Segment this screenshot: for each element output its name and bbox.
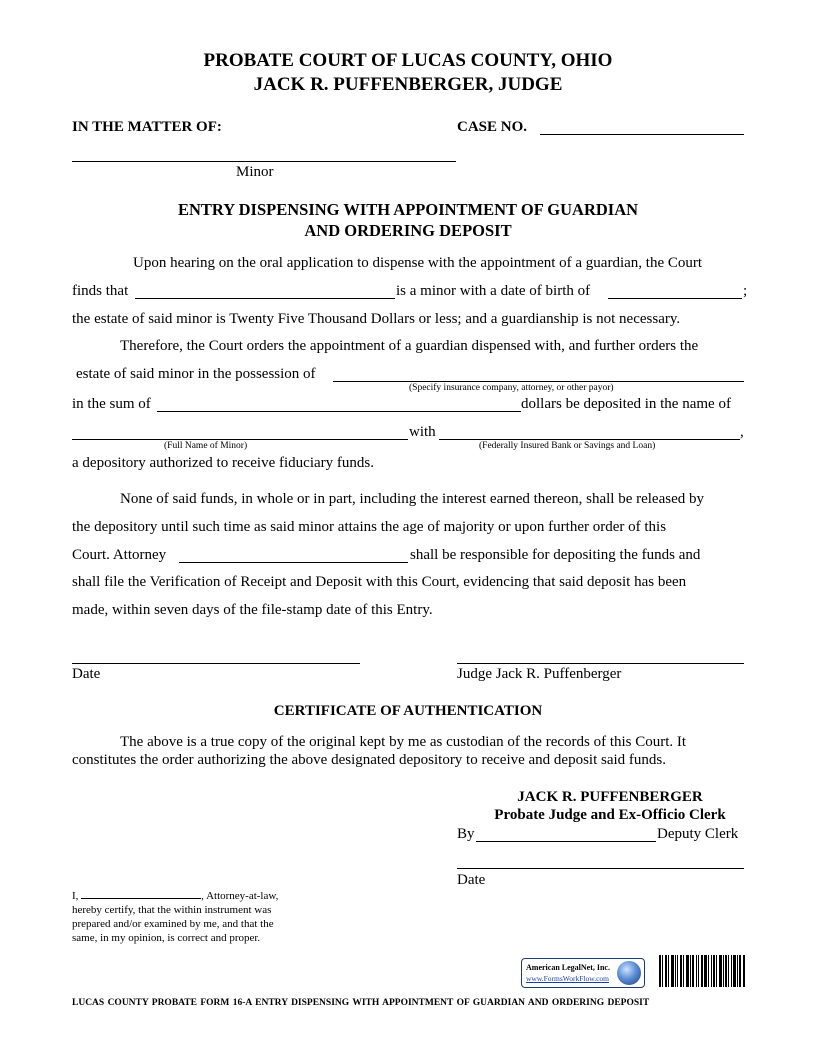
form-footer: LUCAS COUNTY PROBATE FORM 16-A ENTRY DISPENSING WITH APPOINTMENT OF GUARDIAN AND ORDERING DEPOSIT [72,998,650,1008]
p3-line3-rest: shall be responsible for depositing the funds and [410,547,701,563]
p1-line3: the estate of said minor is Twenty Five Thousand Dollars or less; and a guardianship is not necessary. [72,311,681,327]
logo-name: American LegalNet, Inc. [526,963,610,972]
by-label: By [457,826,475,842]
matter-label: IN THE MATTER OF: [72,119,222,135]
p3-line2: the depository until such time as said minor attains the age of majority or upon further order of this [72,519,667,535]
attorney-name-field[interactable] [81,888,201,899]
p3-line5: made, within seven days of the file-stamp date of this Entry. [72,602,433,618]
p3-court-attorney: Court. Attorney [72,547,167,563]
date-signature-line[interactable] [72,663,360,664]
dollars-label: dollars be deposited in the name of [521,396,731,412]
certificate-date-label: Date [457,872,486,888]
p1-semicolon: ; [743,283,748,299]
judge-label: Judge Jack R. Puffenberger [457,666,622,682]
globe-icon [617,961,641,985]
case-no-field[interactable] [540,134,744,135]
p1-line1: Upon hearing on the oral application to dispense with the appointment of a guardian, the Court [133,255,703,271]
date-label: Date [72,666,101,682]
attorney-cert-i: I, [72,890,79,902]
certificate-date-line[interactable] [457,868,744,869]
entry-title-line1: ENTRY DISPENSING WITH APPOINTMENT OF GUARDIAN [177,200,639,219]
sum-label: in the sum of [72,396,151,412]
date-of-birth-field[interactable] [608,298,742,299]
deputy-clerk-field[interactable] [476,841,656,842]
p3-line4: shall file the Verification of Receipt and Deposit with this Court, evidencing that said deposit has been [72,574,687,590]
minor-name-field[interactable] [72,161,456,162]
attorney-field[interactable] [179,562,408,563]
case-no-label: CASE NO. [457,119,528,135]
with-label: with [409,424,436,440]
payor-field[interactable] [333,381,744,382]
american-legalnet-logo[interactable] [521,958,645,988]
full-name-minor-field[interactable] [72,439,408,440]
comma: , [740,424,744,440]
logo-url[interactable]: www.FormsWorkFlow.com [526,974,610,983]
certificate-title: CERTIFICATE OF AUTHENTICATION [273,703,543,719]
judge-signature-line[interactable] [457,663,744,664]
p3-line1: None of said funds, in whole or in part, including the interest earned thereon, shall be released by [120,491,704,507]
clerk-role: Probate Judge and Ex-Officio Clerk [494,807,726,823]
p2-line2: estate of said minor in the possession of [76,366,316,382]
judge-title: JACK R. PUFFENBERGER, JUDGE [253,74,563,95]
bank-field[interactable] [439,439,740,440]
court-title: PROBATE COURT OF LUCAS COUNTY, OHIO [203,50,613,71]
p1-dob-text: is a minor with a date of birth of [396,283,591,299]
attorney-cert-line2: hereby certify, that the within instrument was [72,904,272,916]
depository-line: a depository authorized to receive fiduciary funds. [72,455,374,471]
payor-hint: (Specify insurance company, attorney, or other payor) [409,383,614,393]
minor-label: Minor [236,164,274,180]
sum-field[interactable] [157,411,521,412]
barcode-icon [659,955,745,987]
attorney-cert-line4: same, in my opinion, is correct and proper. [72,932,261,944]
deputy-clerk-label: Deputy Clerk [657,826,739,842]
certificate-line1: The above is a true copy of the original kept by me as custodian of the records of this Court. It [120,734,687,750]
full-name-hint: (Full Name of Minor) [164,441,248,451]
attorney-cert-line3: prepared and/or examined by me, and that the [72,918,274,930]
p1-finds-that: finds that [72,283,129,299]
attorney-certification [72,888,302,945]
minor-name-field-2[interactable] [135,298,395,299]
bank-hint: (Federally Insured Bank or Savings and Loan) [479,441,656,451]
certificate-line2: constitutes the order authorizing the above designated depository to receive and deposit said funds. [72,752,667,768]
p2-line1: Therefore, the Court orders the appointment of a guardian dispensed with, and further orders the [120,338,699,354]
attorney-cert-title: , Attorney-at-law, [201,890,279,902]
clerk-name: JACK R. PUFFENBERGER [517,789,703,805]
entry-title-line2: AND ORDERING DEPOSIT [304,221,512,240]
